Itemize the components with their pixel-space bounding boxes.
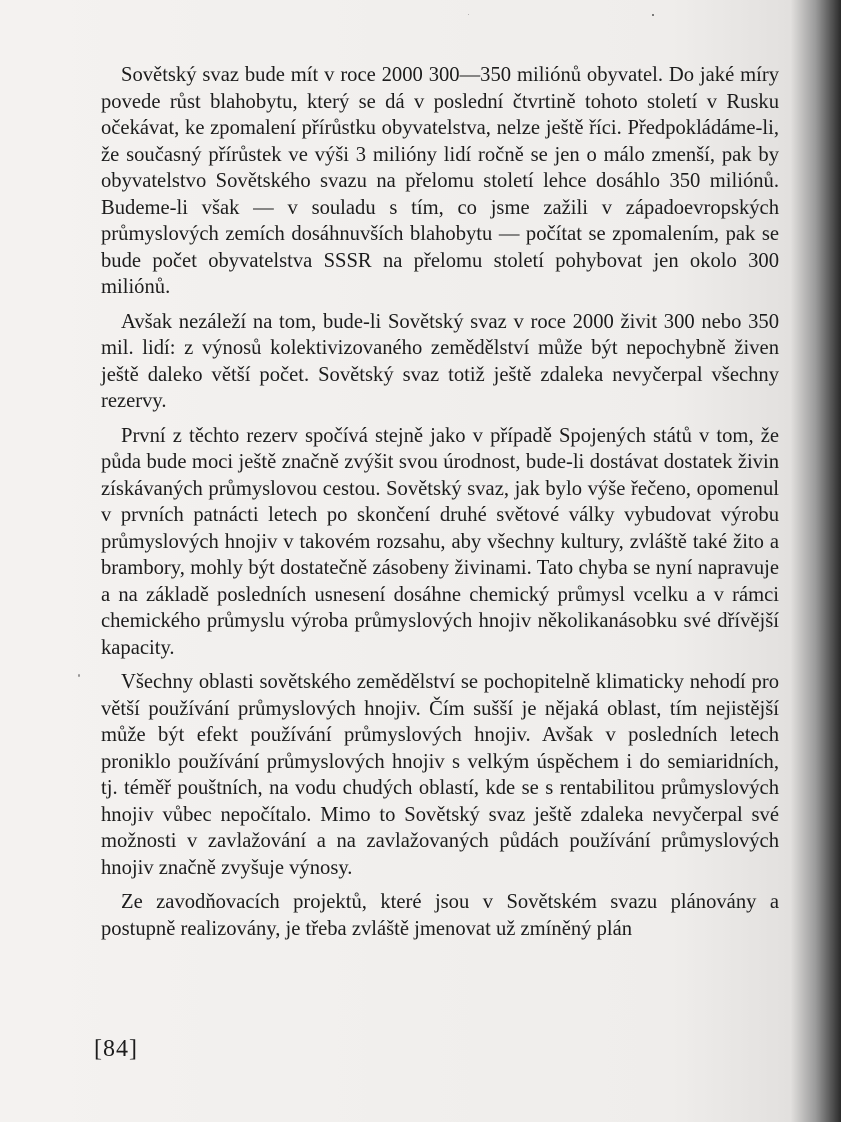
paper-speck [652, 14, 654, 16]
page-number: [84] [94, 1036, 138, 1062]
paper-speck [468, 14, 469, 15]
paper-speck [78, 674, 80, 677]
paragraph-1: Sovětský svaz bude mít v roce 2000 300—350 miliónů obyvatel. Do jaké míry povede růst blahobytu, který se dá v poslední čtvrtině tohoto století v Rusku očekávat, ke zpomalení přírůstku obyvatelstva, nelze ještě říci. Předpokládáme-li, že současný přírůstek ve výši 3 milióny lidí ročně se jen o málo zmenší, pak by obyvatelstvo Sovětského svazu na přelomu století lehce dosáhlo 350 miliónů. Budeme-li však — v souladu s tím, co jsme zažili v západoevropských průmyslových zemích dosáhnuvších blahobytu — počítat se zpomalením, pak se bude počet obyvatelstva SSSR na přelomu století pohybovat jen okolo 300 miliónů. [101, 64, 779, 298]
body-text [101, 62, 779, 942]
paragraph-4: Všechny oblasti sovětského zemědělství se pochopitelně klimaticky nehodí pro větší používání průmyslových hnojiv. Čím sušší je nějaká oblast, tím nejistější může být efekt používání průmyslových hnojiv. Avšak v posledních letech proniklo používání průmyslových hnojiv s velkým úspěchem i do semiaridních, tj. téměř pouštních, na vodu chudých oblastí, kde se s rentabilitou průmyslových hnojiv vůbec nepočítalo. Mimo to Sovětský svaz ještě zdaleka nevyčerpal své možnosti v zavlažování a na zavlažovaných půdách používání průmyslových hnojiv značně zvyšuje výnosy. [101, 671, 779, 879]
paragraph-5: Ze zavodňovacích projektů, které jsou v Sovětském svazu plánovány a postupně realizovány, je třeba zvláště jmenovat už zmíněný plán [101, 891, 779, 940]
paragraph-2: Avšak nezáleží na tom, bude-li Sovětský svaz v roce 2000 živit 300 nebo 350 mil. lidí: z výnosů kolektivizovaného zemědělství může být nepochybně živen ještě daleko větší počet. Sovětský svaz totiž ještě zdaleka nevyčerpal všechny rezervy. [101, 310, 779, 412]
paragraph-3: První z těchto rezerv spočívá stejně jako v případě Spojených států v tom, že půda bude moci ještě značně zvýšit svou úrodnost, bude-li dostávat dostatek živin získávaných průmyslovou cestou. Sovětský svaz, jak bylo výše řečeno, opomenul v prvních patnácti letech po skončení druhé světové války vybudovat výrobu průmyslových hnojiv v takovém rozsahu, aby všechny kultury, zvláště také žito a brambory, mohly být dostatečně zásobeny živinami. Tato chyba se nyní napravuje a na základě posledních usnesení dosáhne chemický průmysl vcelku a v rámci chemického průmyslu výroba průmyslových hnojiv několikanásobku své dřívější kapacity. [101, 424, 779, 659]
